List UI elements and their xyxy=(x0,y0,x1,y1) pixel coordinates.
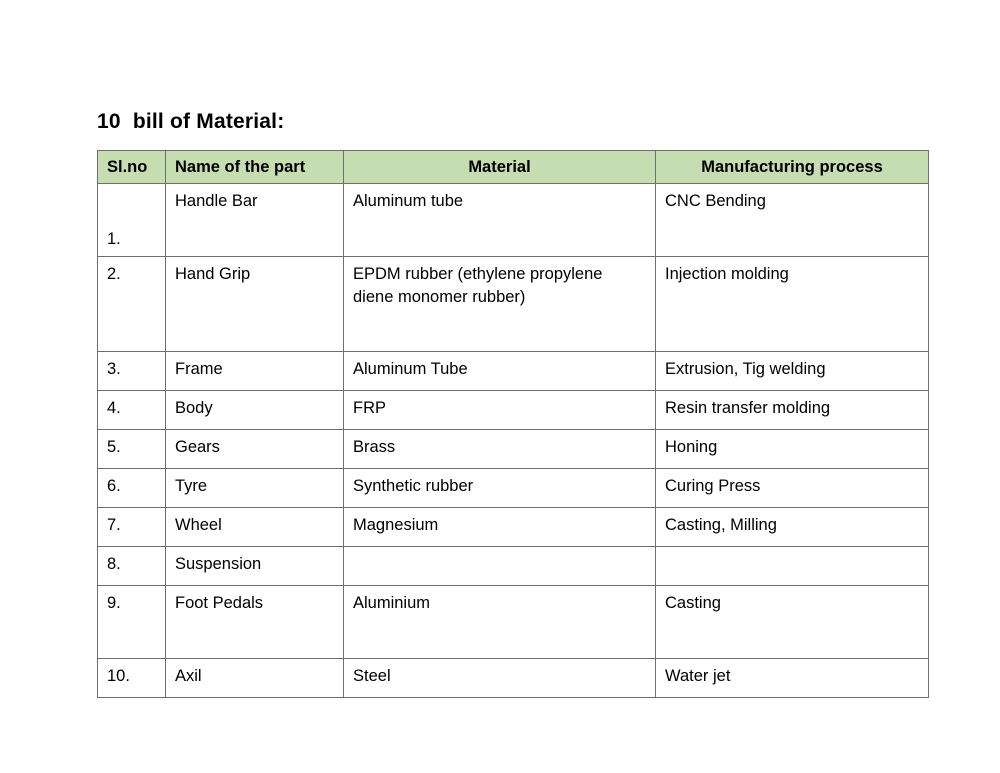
cell-process: Curing Press xyxy=(656,469,929,508)
cell-slno: 2. xyxy=(98,257,166,352)
cell-slno: 8. xyxy=(98,547,166,586)
cell-slno: 3. xyxy=(98,352,166,391)
cell-process: Injection molding xyxy=(656,257,929,352)
cell-part: Axil xyxy=(166,659,344,698)
cell-part: Body xyxy=(166,391,344,430)
cell-part: Foot Pedals xyxy=(166,586,344,659)
cell-material: EPDM rubber (ethylene propylene diene monomer rubber) xyxy=(344,257,656,352)
cell-process: Casting xyxy=(656,586,929,659)
cell-process: Casting, Milling xyxy=(656,508,929,547)
column-header-part-name: Name of the part xyxy=(166,151,344,184)
page-title: 10 bill of Material: xyxy=(97,110,285,133)
cell-process: Honing xyxy=(656,430,929,469)
cell-slno: 10. xyxy=(98,659,166,698)
table-row xyxy=(98,257,929,352)
cell-part: Frame xyxy=(166,352,344,391)
cell-part: Hand Grip xyxy=(166,257,344,352)
table-header-row xyxy=(98,151,929,184)
cell-material: Magnesium xyxy=(344,508,656,547)
cell-slno: 1. xyxy=(98,184,166,257)
cell-process xyxy=(656,547,929,586)
cell-slno: 6. xyxy=(98,469,166,508)
table-row xyxy=(98,508,929,547)
cell-material xyxy=(344,547,656,586)
table-row xyxy=(98,659,929,698)
bill-of-material-table xyxy=(97,150,929,698)
column-header-manufacturing-process: Manufacturing process xyxy=(656,151,929,184)
cell-material: Steel xyxy=(344,659,656,698)
cell-part: Gears xyxy=(166,430,344,469)
cell-material: Aluminium xyxy=(344,586,656,659)
column-header-material: Material xyxy=(344,151,656,184)
cell-part: Tyre xyxy=(166,469,344,508)
cell-part: Suspension xyxy=(166,547,344,586)
cell-slno: 4. xyxy=(98,391,166,430)
cell-material: Brass xyxy=(344,430,656,469)
cell-process: Water jet xyxy=(656,659,929,698)
column-header-slno: Sl.no xyxy=(98,151,166,184)
table-row xyxy=(98,547,929,586)
table-row xyxy=(98,352,929,391)
table-row xyxy=(98,586,929,659)
cell-material: Aluminum tube xyxy=(344,184,656,257)
cell-material: Aluminum Tube xyxy=(344,352,656,391)
cell-part: Wheel xyxy=(166,508,344,547)
cell-slno: 9. xyxy=(98,586,166,659)
cell-process: Resin transfer molding xyxy=(656,391,929,430)
cell-process: Extrusion, Tig welding xyxy=(656,352,929,391)
cell-material: Synthetic rubber xyxy=(344,469,656,508)
cell-slno: 7. xyxy=(98,508,166,547)
cell-material: FRP xyxy=(344,391,656,430)
table-header xyxy=(98,151,929,184)
table-row xyxy=(98,391,929,430)
cell-part: Handle Bar xyxy=(166,184,344,257)
cell-slno: 5. xyxy=(98,430,166,469)
table-body xyxy=(98,184,929,698)
table-row xyxy=(98,184,929,257)
cell-process: CNC Bending xyxy=(656,184,929,257)
table-row xyxy=(98,430,929,469)
table-row xyxy=(98,469,929,508)
